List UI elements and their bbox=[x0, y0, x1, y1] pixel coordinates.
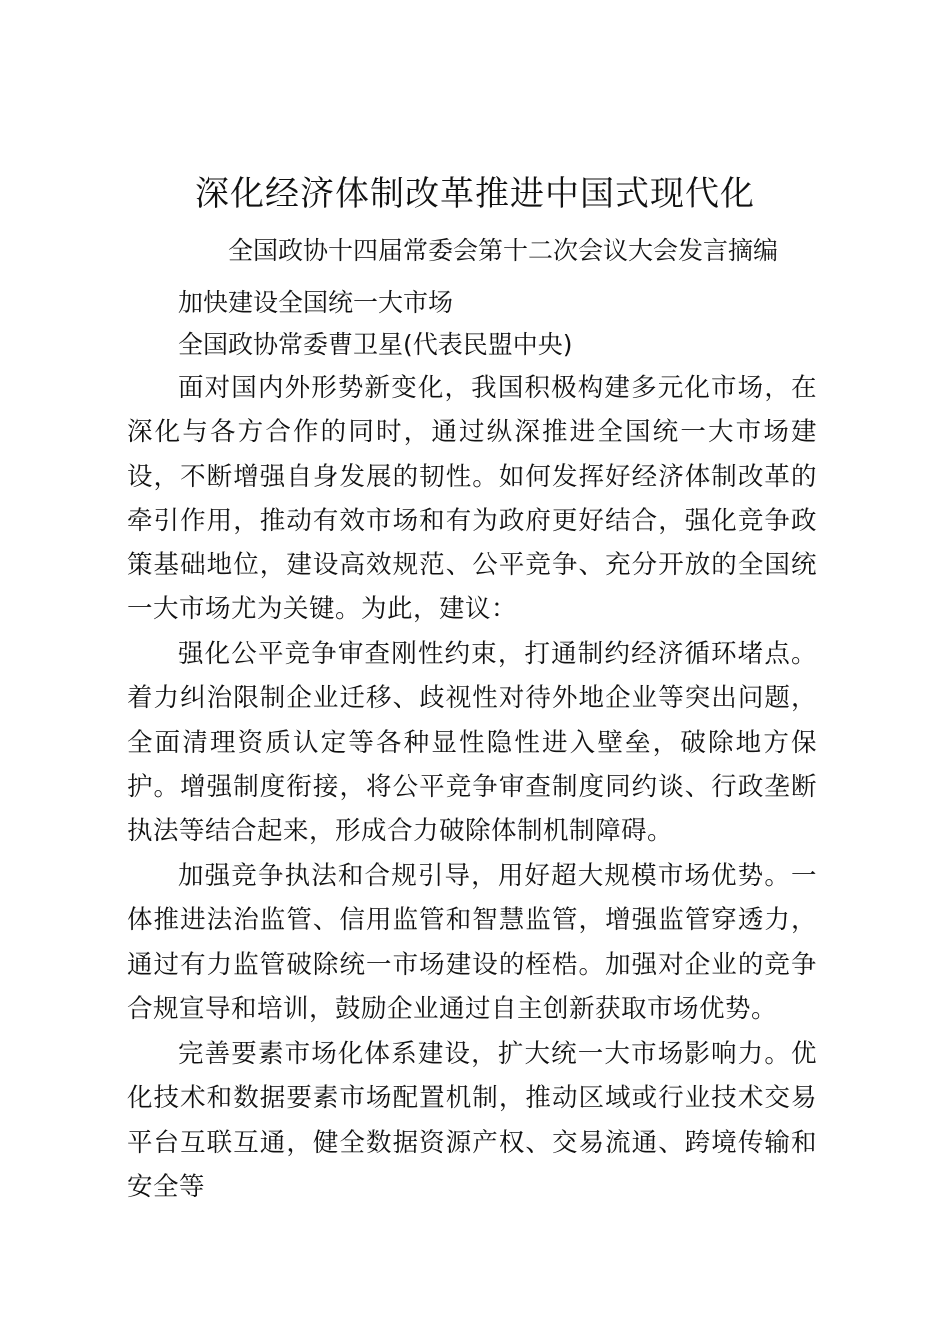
document-title: 深化经济体制改革推进中国式现代化 bbox=[195, 174, 755, 214]
section-title: 加快建设全国统一大市场 bbox=[178, 288, 454, 317]
document-subtitle: 全国政协十四届常委会第十二次会议大会发言摘编 bbox=[228, 236, 779, 265]
speaker-line: 全国政协常委曹卫星(代表民盟中央) bbox=[178, 330, 573, 359]
body-paragraph: 加强竞争执法和合规引导，用好超大规模市场优势。一体推进法治监管、信用监管和智慧监管，增强监管穿透力，通过有力监管破除统一市场建设的桎梏。加强对企业的竞争合规宣导和培训，鼓励企业通过自主创新获取市场优势。 bbox=[127, 861, 817, 1024]
body-paragraph: 面对国内外形势新变化，我国积极构建多元化市场，在深化与各方合作的同时，通过纵深推进全国统一大市场建设，不断增强自身发展的韧性。如何发挥好经济体制改革的牵引作用，推动有效市场和有为政府更好结合，强化竞争政策基础地位，建设高效规范、公平竞争、充分开放的全国统一大市场尤为关键。为此，建议： bbox=[127, 373, 817, 625]
body-paragraph: 完善要素市场化体系建设，扩大统一大市场影响力。优化技术和数据要素市场配置机制，推动区域或行业技术交易平台互联互通，健全数据资源产权、交易流通、跨境传输和安全等 bbox=[127, 1039, 817, 1202]
body-paragraph: 强化公平竞争审查刚性约束，打通制约经济循环堵点。着力纠治限制企业迁移、歧视性对待外地企业等突出问题，全面清理资质认定等各种显性隐性进入壁垒，破除地方保护。增强制度衔接，将公平竞争审查制度同约谈、行政垄断执法等结合起来，形成合力破除体制机制障碍。 bbox=[127, 639, 817, 847]
